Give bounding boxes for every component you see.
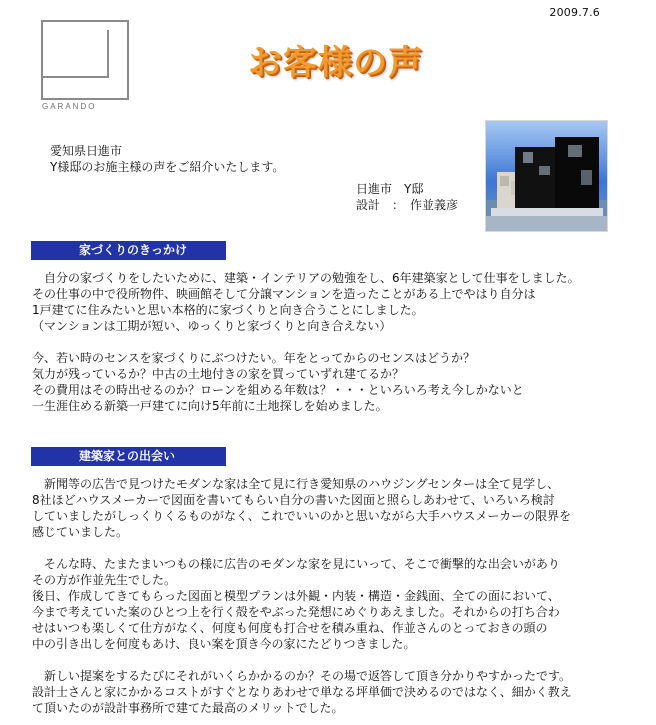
section-header-architect: 建築家との出会い (31, 447, 226, 466)
project-designer: 設計 ： 作並義彦 (356, 198, 459, 212)
motivation-line-4: （マンションは工期が短い、ゆっくりと家づくりと向き合えない） (32, 319, 392, 333)
architect-line-1: 新聞等の広告で見つけたモダンな家は全て見に行き愛知県のハウジングセンターは全て見学し、 (32, 477, 560, 491)
architect-line-6: その方が作並先生でした。 (32, 573, 177, 587)
motivation-spacer (32, 334, 630, 350)
project-location: 日進市 Y邸 (356, 182, 424, 196)
architect-spacer-1 (32, 540, 630, 556)
section-header-motivation: 家づくりのきっかけ (31, 241, 226, 260)
intro-line-1: 愛知県日進市 (50, 144, 123, 158)
logo-frame (41, 20, 129, 100)
project-info (356, 181, 458, 213)
motivation-line-8: 一生涯住める新築一戸建てに向け5年前に土地探しを始めました。 (32, 399, 388, 413)
section-text-architect (32, 476, 630, 716)
intro-line-2: Y様邸のお施主様の声をご紹介いたします。 (50, 160, 285, 174)
logo-text: GARANDO (42, 102, 97, 111)
architect-spacer-2 (32, 652, 630, 668)
house-photo (485, 120, 608, 232)
logo-horizontal-bar (41, 76, 109, 78)
motivation-line-6: 気力が残っているか？中古の土地付きの家を買っていずれ建てるか？ (32, 367, 405, 381)
motivation-line-1: 自分の家づくりをしたいために、建築・インテリアの勉強をし、6年建築家として仕事をしました。 (32, 271, 580, 285)
document-date: 2009.7.6 (549, 6, 600, 19)
architect-line-5: そんな時、たまたまいつもの様に広告のモダンな家を見にいって、そこで衝撃的な出会いがあり (32, 557, 560, 571)
logo-vertical-bar (107, 30, 109, 78)
architect-line-12: 設計士さんと家にかかるコストがすぐとなりあわせで単なる坪単価で決めるのではなく、細かく教え (32, 685, 572, 699)
architect-line-11: 新しい提案をするたびにそれがいくらかかるのか？その場で返答して頂き分かりやすかったです。 (32, 669, 572, 683)
motivation-line-3: 1戸建てに住みたいと思い本格的に家づくりと向き合うことにしました。 (32, 303, 424, 317)
architect-line-10: 中の引き出しを何度もあけ、良い案を頂き今の家にたどりつきました。 (32, 637, 416, 651)
motivation-line-7: その費用はその時出せるのか？ローンを組める年数は？・・・といろいろ考え今しかないと (32, 383, 524, 397)
architect-line-8: 今まで考えていた案のひとつ上を行く殻をやぶった発想にめぐりあえました。それからの打ち合わ (32, 605, 560, 619)
architect-line-3: していましたがしっくりくるものがなく、これでいいのかと思いながら大手ハウスメーカーの限界を (32, 509, 572, 523)
architect-line-2: 8社ほどハウスメーカーで図面を書いてもらい自分の書いた図面と照らしあわせて、いろいろ検討 (32, 493, 555, 507)
architect-line-7: 後日、作成してきてもらった図面と模型プランは外観・内装・構造・金銭面、全ての面において、 (32, 589, 560, 603)
intro-block (50, 143, 284, 175)
architect-line-9: せはいつも楽しくて仕方がなく、何度も何度も打合せを積み重ね、作並さんのとっておきの頭の (32, 621, 548, 635)
company-logo (41, 20, 133, 112)
motivation-line-5: 今、若い時のセンスを家づくりにぶつけたい。年をとってからのセンスはどうか？ (32, 351, 476, 365)
section-text-motivation (32, 270, 630, 414)
page-title: お客様の声 (248, 43, 423, 83)
architect-line-13: て頂いたのが設計事務所で建てた最高のメリットでした。 (32, 701, 344, 715)
motivation-line-2: その仕事の中で役所物件、映画館そして分譲マンションを造ったことがある上でやはり自分は (32, 287, 536, 301)
architect-line-4: 感じていました。 (32, 525, 129, 539)
